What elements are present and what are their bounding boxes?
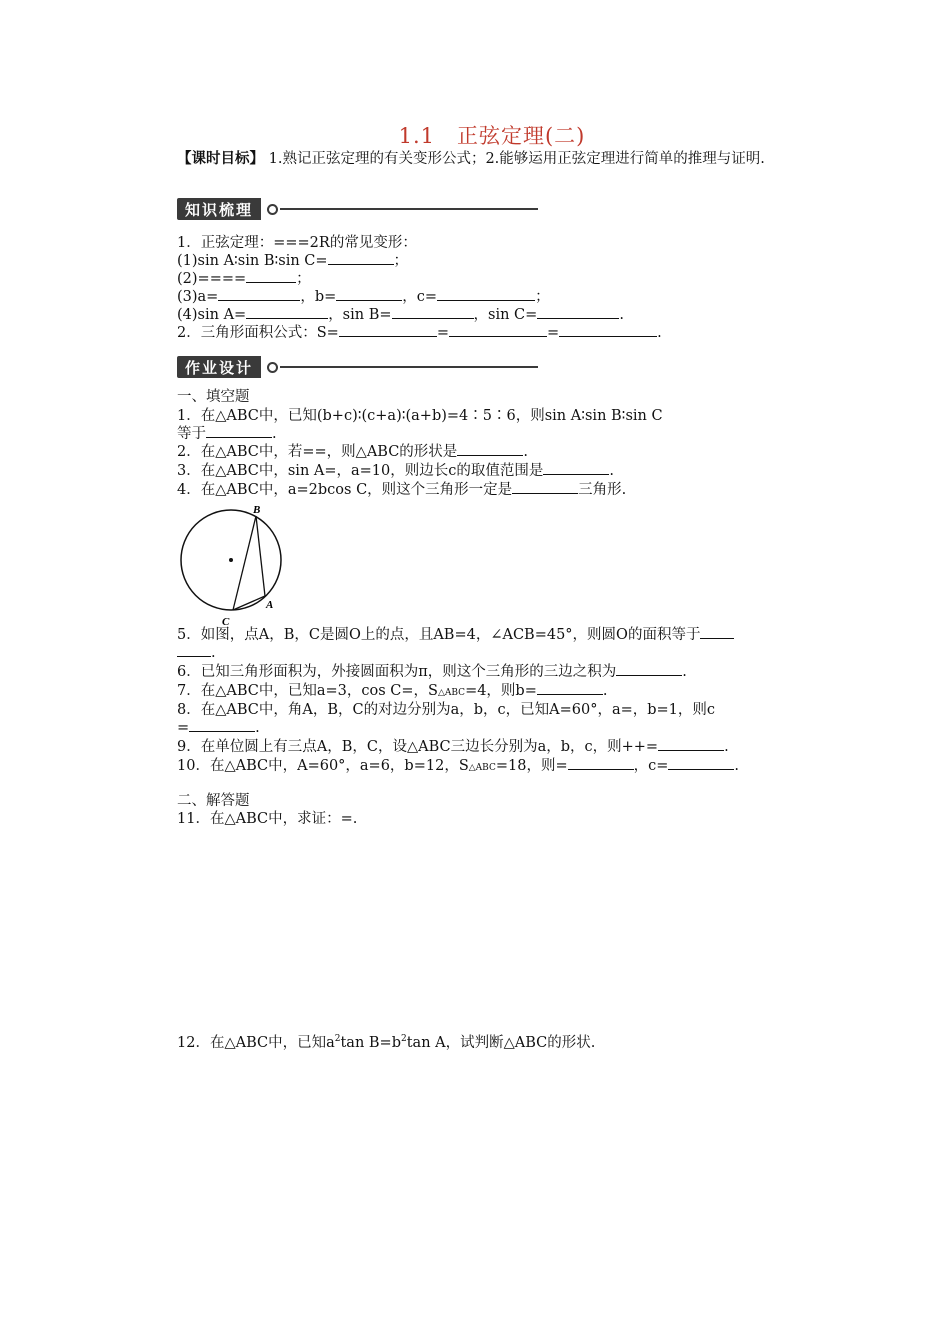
knowledge-line-3 [177, 270, 311, 288]
question-10 [177, 757, 739, 777]
text: ，sin B= [328, 307, 392, 323]
text: ，b= [300, 289, 337, 305]
question-5 [177, 626, 734, 644]
answer-blank[interactable] [543, 462, 609, 475]
center-point [229, 558, 233, 562]
subscript: △ABC [468, 763, 496, 773]
text: 三角形. [578, 482, 627, 498]
text: 4．在△ABC中，a=2bcos C，则这个三角形一定是 [177, 482, 513, 498]
question-9 [177, 738, 729, 756]
answer-blank[interactable] [537, 682, 603, 695]
question-6 [177, 663, 687, 681]
answer-blank[interactable] [668, 757, 734, 770]
text: ，sin C= [473, 307, 538, 323]
answer-blank[interactable] [700, 626, 734, 639]
text: (1)sin A∶sin B∶sin C= [177, 253, 328, 269]
text: 12．在△ABC中，已知a [177, 1034, 335, 1051]
answer-blank[interactable] [177, 644, 211, 657]
text: ； [296, 271, 311, 287]
question-8: 8．在△ABC中，角A，B，C的对边分别为a，b，c，已知A=60°，a=，b=1，则c [177, 702, 716, 718]
objective-line [177, 150, 805, 168]
text: 6．已知三角形面积为，外接圆面积为π，则这个三角形的三边之积为 [177, 664, 617, 680]
banner-rule [280, 208, 538, 210]
text: ； [535, 289, 550, 305]
part-heading-solve: 二、解答题 [177, 793, 250, 809]
answer-blank[interactable] [449, 324, 547, 337]
text: 2．在△ABC中，若==，则△ABC的形状是 [177, 444, 458, 460]
text: (4)sin A= [177, 307, 247, 323]
question-3 [177, 462, 614, 480]
text: 2．三角形面积公式：S= [177, 325, 339, 341]
answer-blank[interactable] [246, 270, 296, 283]
banner-label: 知识梳理 [177, 198, 261, 220]
text: = [177, 720, 190, 736]
knowledge-line-2 [177, 252, 408, 270]
text: =4，则b= [465, 683, 537, 699]
question-1-cont [177, 425, 277, 443]
question-11: 11．在△ABC中，求证：=. [177, 811, 358, 827]
text: . [602, 683, 608, 699]
text: (3)a= [177, 289, 219, 305]
text: tan A，试判断△ABC的形状. [406, 1034, 596, 1051]
text: . [609, 463, 614, 479]
answer-blank[interactable] [512, 481, 578, 494]
text: 5．如图，点A，B，C是圆O上的点，且AB=4，∠ACB=45°，则圆O的面积等于 [177, 627, 701, 643]
text: . [255, 720, 260, 736]
answer-blank[interactable] [189, 719, 255, 732]
banner-rule [280, 366, 538, 368]
question-8-cont [177, 719, 260, 737]
section-banner-knowledge [177, 198, 538, 220]
text: (2)==== [177, 271, 247, 287]
knowledge-line-4 [177, 288, 550, 306]
text: . [682, 664, 687, 680]
subscript: △ABC [437, 688, 466, 698]
knowledge-line-5 [177, 306, 624, 324]
question-1: 1．在△ABC中，已知(b+c)∶(c+a)∶(a+b)=4∶5∶6，则sin A∶sin B∶sin C [177, 408, 663, 424]
question-2 [177, 443, 528, 461]
text: 9．在单位圆上有三点A，B，C，设△ABC三边长分别为a，b，c，则++= [177, 739, 659, 755]
text: ，c= [633, 758, 669, 774]
answer-blank[interactable] [658, 738, 724, 751]
segment-ca [233, 596, 265, 610]
banner-dot-icon [267, 204, 278, 215]
answer-blank[interactable] [457, 443, 523, 456]
segment-bc [233, 516, 256, 610]
objective-text: 1.熟记正弦定理的有关变形公式；2.能够运用正弦定理进行简单的推理与证明. [268, 151, 765, 167]
text: . [734, 758, 739, 774]
knowledge-line-1: 1．正弦定理：===2R的常见变形： [177, 235, 417, 251]
section-banner-homework [177, 356, 538, 378]
answer-blank[interactable] [206, 425, 272, 438]
answer-blank[interactable] [218, 288, 300, 301]
answer-blank[interactable] [437, 288, 535, 301]
text: 10．在△ABC中，A=60°，a=6，b=12，S [177, 758, 469, 774]
segment-ba [256, 516, 265, 596]
question-7 [177, 682, 607, 702]
text: ，c= [402, 289, 438, 305]
answer-blank[interactable] [339, 324, 437, 337]
answer-blank[interactable] [246, 306, 328, 319]
text: 3．在△ABC中，sin A=，a=10，则边长c的取值范围是 [177, 463, 544, 479]
text: 7．在△ABC中，已知a=3，cos C=，S [177, 683, 438, 699]
text: . [657, 325, 662, 341]
answer-blank[interactable] [616, 663, 682, 676]
text: . [523, 444, 528, 460]
answer-blank[interactable] [568, 757, 634, 770]
answer-blank[interactable] [392, 306, 474, 319]
text: . [272, 426, 277, 442]
page-title: 1.1 正弦定理(二) [398, 124, 586, 148]
text: . [619, 307, 624, 323]
objective-label: 【课时目标】 [177, 150, 264, 167]
superscript: 2 [334, 1034, 341, 1044]
answer-blank[interactable] [328, 252, 394, 265]
text: = [546, 325, 560, 341]
answer-blank[interactable] [559, 324, 657, 337]
question-4 [177, 481, 626, 499]
label-c: C [222, 616, 230, 628]
text: ； [393, 253, 409, 269]
superscript: 2 [401, 1034, 407, 1044]
text: 等于 [177, 426, 206, 442]
answer-blank[interactable] [537, 306, 619, 319]
text: tan B=b [340, 1034, 401, 1051]
label-a: A [266, 599, 274, 611]
knowledge-line-6 [177, 324, 662, 342]
text: =18，则= [495, 758, 568, 774]
answer-blank[interactable] [336, 288, 402, 301]
banner-dot-icon [267, 362, 278, 373]
text: . [724, 739, 729, 755]
text: = [436, 325, 449, 341]
label-b: B [253, 504, 261, 516]
part-heading-fill: 一、填空题 [177, 389, 250, 405]
question-5-cont [177, 644, 216, 662]
circle-figure [177, 500, 297, 630]
question-12 [177, 1030, 595, 1052]
text: . [211, 645, 216, 661]
banner-label: 作业设计 [177, 356, 261, 378]
